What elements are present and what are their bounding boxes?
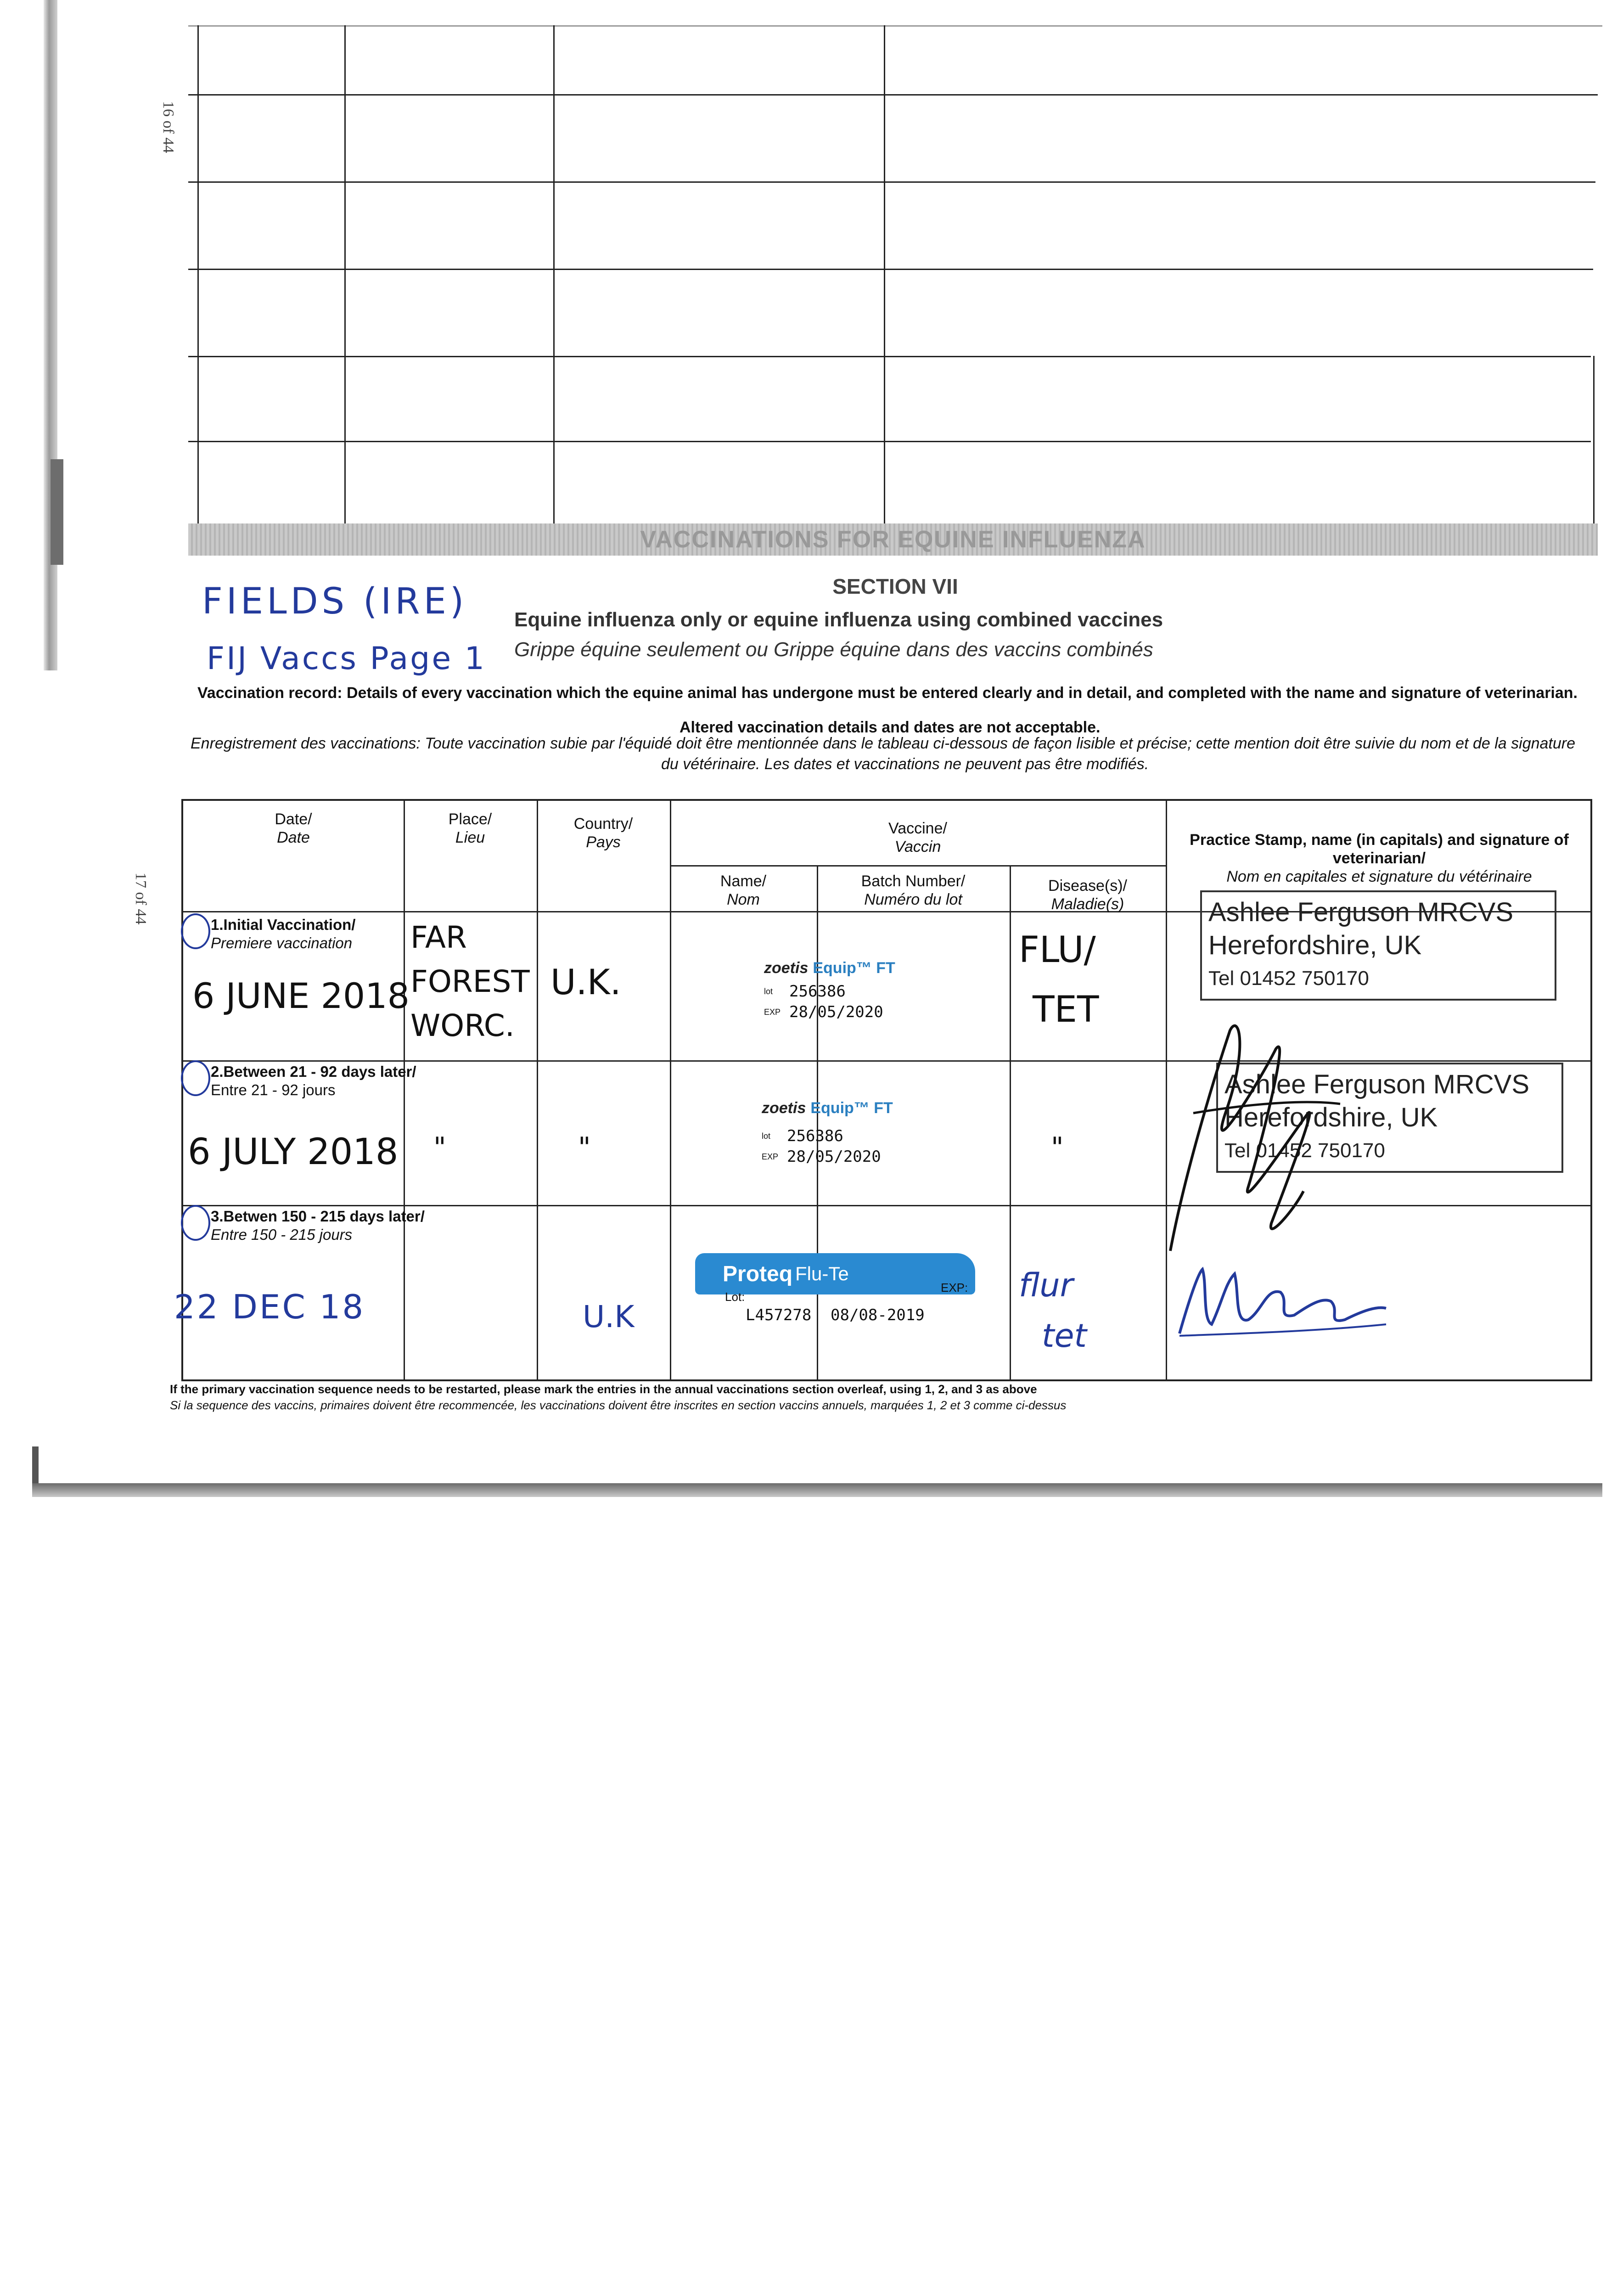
veterinarian-signature-1 <box>1157 994 1349 1278</box>
subtitle-french: Grippe équine seulement ou Grippe équine dans des vaccins combinés <box>514 638 1153 661</box>
row-2-circle-mark <box>181 1060 210 1096</box>
row-1-exp-label: EXP <box>764 1007 781 1017</box>
row-3-exp-label: EXP: <box>941 1281 968 1294</box>
header-vaccine-name: Name/ Nom <box>720 872 767 908</box>
row-2-lot-label: lot <box>762 1131 771 1141</box>
header-vaccine: Vaccine/ Vaccin <box>888 820 947 855</box>
row-1-country: U.K. <box>550 962 621 1002</box>
row-1-label: 1.Initial Vaccination/ Premiere vaccination <box>211 916 356 951</box>
row-3-lot-label: Lot: <box>725 1290 745 1304</box>
scan-edge-dark <box>51 459 63 565</box>
row-3-circle-mark <box>181 1205 210 1241</box>
row-3-expiry: 08/08-2019 <box>831 1306 925 1324</box>
row-1-expiry: 28/05/2020 <box>789 1003 883 1021</box>
row-3-disease: flur tet <box>1019 1266 1087 1355</box>
row-1-lot-label: lot <box>764 987 773 996</box>
row-1-place: FAR FOREST WORC. <box>410 920 530 1043</box>
header-disease: Disease(s)/ Maladie(s) <box>1048 877 1127 913</box>
row-1-batch-number: 256386 <box>789 982 846 1001</box>
handwritten-note: FIJ Vaccs Page 1 <box>207 641 487 677</box>
row-2-exp-label: EXP <box>762 1152 779 1161</box>
row-2-practice-stamp: Ashlee Ferguson MRCVS Herefordshire, UK Tel 01452 750170 <box>1216 1063 1563 1173</box>
section-banner <box>188 523 1598 556</box>
footnote-french: Si la sequence des vaccins, primaires doivent être recommencée, les vaccinations doivent être inscrites en section vaccins annuels, marquées 1, 2 et 3 comme ci-dessus <box>170 1398 1067 1412</box>
row-3-batch-number: L457278 <box>746 1306 812 1324</box>
row-3-label: 3.Betwen 150 - 215 days later/ Entre 150 - 215 jours <box>211 1208 425 1243</box>
section-title: SECTION VII <box>832 574 958 598</box>
header-practice-stamp: Practice Stamp, name (in capitals) and signature of veterinarian/ Nom en capitales et signature du vétérinaire <box>1190 831 1569 885</box>
record-instructions-french-2: du vétérinaire. Les dates et vaccinations ne peuvent pas être modifiés. <box>661 755 1149 773</box>
vaccination-table <box>174 799 1592 1381</box>
header-date: Date/ Date <box>275 810 312 846</box>
row-2-batch-number: 256386 <box>787 1127 843 1145</box>
footnote-english: If the primary vaccination sequence needs to be restarted, please mark the entries in the annual vaccinations section overleaf, using 1, 2, and 3 as above <box>170 1382 1037 1396</box>
row-1-practice-stamp: Ashlee Ferguson MRCVS Herefordshire, UK Tel 01452 750170 <box>1200 890 1556 1001</box>
row-2-disease: " <box>1051 1131 1064 1164</box>
banner-title: VACCINATIONS FOR EQUINE INFLUENZA <box>640 526 1146 553</box>
header-batch-number: Batch Number/ Numéro du lot <box>861 872 966 908</box>
record-instructions-english: Vaccination record: Details of every vaccination which the equine animal has undergone must be entered clearly and in detail, and completed with the name and signature of veterinarian. <box>197 684 1578 702</box>
row-3-date: 22 DEC 18 <box>174 1288 365 1326</box>
subtitle-english: Equine influenza only or equine influenza using combined vaccines <box>514 608 1163 631</box>
header-country: Country/ Pays <box>573 815 633 851</box>
row-2-vaccine-label: zoetis Equip™ FT <box>762 1099 893 1117</box>
row-1-vaccine-label: zoetis Equip™ FT <box>764 959 895 977</box>
record-instructions-altered: Altered vaccination details and dates are not acceptable. <box>680 719 1101 736</box>
scan-page-bottom-edge <box>32 1483 1602 1497</box>
page-number-top: 16 of 44 <box>160 101 177 153</box>
row-1-disease: FLU/ TET <box>1019 929 1099 1030</box>
row-1-circle-mark <box>181 913 210 949</box>
row-3-country: U.K <box>583 1299 635 1334</box>
row-2-expiry: 28/05/2020 <box>787 1148 881 1166</box>
previous-page-table <box>188 25 1602 544</box>
handwritten-horse-name: FIELDS (IRE) <box>202 581 468 622</box>
scan-edge-shadow <box>44 0 57 670</box>
header-place: Place/ Lieu <box>448 810 492 846</box>
page-number-side: 17 of 44 <box>132 872 149 925</box>
row-2-country: " <box>578 1131 591 1164</box>
row-2-place: " <box>433 1131 446 1164</box>
row-3-vaccine-label: Proteq Flu-Te <box>695 1253 975 1294</box>
record-instructions-french: Enregistrement des vaccinations: Toute vaccination subie par l'équidé doit être mentionnée dans le tableau ci-dessous de façon lisible et précise; cette mention doit être suivie du nom et de la signature <box>191 735 1576 752</box>
row-2-label: 2.Between 21 - 92 days later/ Entre 21 - 92 jours <box>211 1063 416 1098</box>
row-2-date: 6 JULY 2018 <box>188 1131 399 1173</box>
row-1-date: 6 JUNE 2018 <box>192 975 410 1016</box>
veterinarian-signature-2 <box>1170 1255 1391 1347</box>
